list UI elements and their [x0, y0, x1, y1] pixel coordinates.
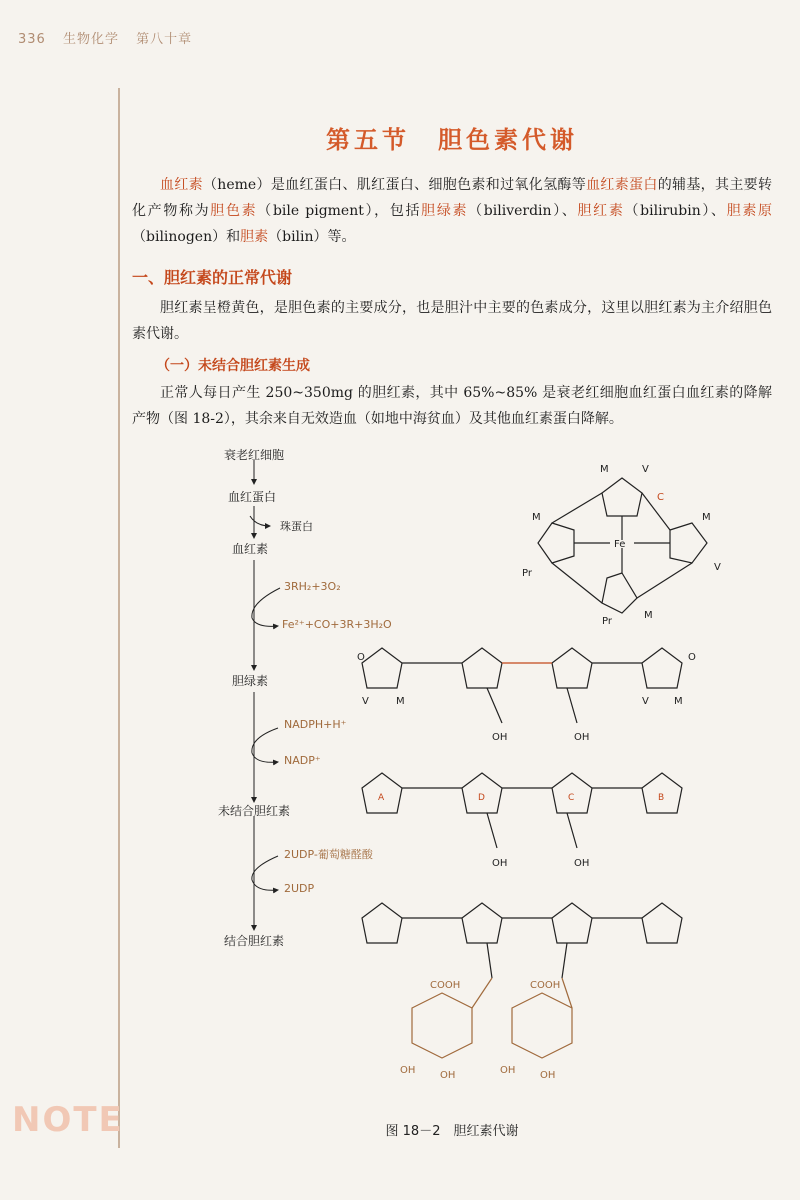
flow-nadph: NADPH+H⁺: [284, 718, 347, 731]
heme-label-pr2: Pr: [602, 616, 612, 627]
intro-paragraph: [132, 173, 772, 251]
intro-text-3: （bile pigment），包括: [257, 202, 422, 219]
figure-caption: 图 18－2 胆红素代谢: [385, 1124, 519, 1139]
intro-text-4: （biliverdin）、: [468, 202, 578, 219]
flow-hemoglobin: 血红蛋白: [228, 490, 277, 504]
bv-m1: M: [396, 696, 405, 707]
flow-unconjugated-bilirubin: 未结合胆红素: [218, 804, 291, 818]
bv-o-left: O: [357, 652, 365, 663]
heme-label-m1: M: [600, 464, 609, 475]
glu-oh2: OH: [440, 1070, 456, 1081]
bv-v1: V: [362, 696, 369, 707]
section-title: 第五节 胆色素代谢: [326, 126, 578, 154]
book-title: 生物化学: [62, 32, 119, 47]
heading-unconjugated: （一）未结合胆红素生成: [156, 358, 310, 375]
margin-rule: [118, 88, 120, 1148]
bv-v2: V: [642, 696, 649, 707]
bv-o-right: O: [688, 652, 696, 663]
flow-heme: 血红素: [232, 542, 269, 556]
intro-text-6: （bilinogen）和: [132, 228, 241, 245]
term-heme: 血红素: [160, 177, 203, 193]
bilirubin-structure: [362, 773, 682, 848]
heme-label-m2: M: [702, 512, 711, 523]
intro-text-7: （bilin）等。: [268, 228, 356, 245]
ring-label-a: A: [378, 793, 385, 803]
heme-ring-top: [602, 478, 642, 516]
heme-ring-right: [670, 523, 707, 563]
flow-udp: 2UDP: [284, 882, 315, 895]
intro-text-5: （bilirubin）、: [624, 202, 727, 219]
flow-biliverdin: 胆绿素: [232, 674, 269, 688]
flow-senescent-rbc: 衰老红细胞: [224, 448, 285, 462]
heme-label-m4: M: [644, 610, 653, 621]
heme-label-v2: V: [714, 562, 721, 573]
running-header: [18, 28, 204, 47]
ring-label-d: D: [478, 793, 485, 803]
flow-co-output: Fe²⁺+CO+3R+3H₂O: [282, 618, 392, 631]
term-bile-pigment: 胆色素: [210, 202, 258, 219]
heme-label-pr1: Pr: [522, 568, 532, 579]
ring-label-b: B: [658, 793, 665, 803]
heme-alpha-methine: C: [657, 492, 664, 503]
heme-fe: Fe: [614, 539, 626, 550]
flow-globin: 珠蛋白: [280, 520, 313, 533]
intro-text-1: （heme）是血红蛋白、肌红蛋白、细胞色素和过氧化氢酶等: [202, 177, 587, 193]
chemical-structures: [352, 448, 772, 1108]
unconjugated-paragraph: 正常人每日产生 250~350mg 的胆红素，其中 65%~85% 是衰老红细胞血红蛋白血红素的降解产物（图 18-2），其余来自无效造血（如地中海贫血）及其他血红素蛋白降解。: [132, 385, 772, 428]
glu-cooh1: COOH: [430, 980, 461, 991]
flow-nadp: NADP⁺: [284, 754, 321, 767]
heme-ring-bottom: [602, 573, 637, 613]
br-oh1: OH: [492, 858, 508, 869]
br-oh2: OH: [574, 858, 590, 869]
note-watermark: NOTE: [12, 1100, 124, 1140]
glu-oh4: OH: [540, 1070, 556, 1081]
metabolism-flow: [132, 448, 392, 1008]
bv-m2: M: [674, 696, 683, 707]
flow-udp-glucuronic: 2UDP-葡萄糖醛酸: [284, 848, 373, 861]
flow-conjugated-bilirubin: 结合胆红素: [224, 934, 285, 948]
term-bilinogen: 胆素原: [726, 202, 773, 219]
term-bilirubin: 胆红素: [577, 202, 625, 219]
normal-paragraph: 胆红素呈橙黄色，是胆色素的主要成分，也是胆汁中主要的色素成分，这里以胆红素为主介绍胆色素代谢。: [132, 299, 772, 342]
term-heme-protein: 血红素蛋白: [586, 177, 658, 193]
heme-label-v1: V: [642, 464, 649, 475]
figure-18-2: [132, 448, 772, 1128]
biliverdin-structure: [362, 648, 682, 723]
heading-normal-metabolism: 一、胆红素的正常代谢: [132, 267, 293, 287]
term-biliverdin: 胆绿素: [421, 202, 469, 219]
text-content: [132, 100, 772, 433]
term-bilin: 胆素: [240, 228, 269, 245]
conjugated-bilirubin-structure: [362, 903, 682, 978]
bv-oh1: OH: [492, 732, 508, 743]
ring-label-c: C: [568, 793, 575, 803]
glu-cooh2: COOH: [530, 980, 561, 991]
glu-oh1: OH: [400, 1065, 416, 1076]
intro-text-2: 的辅基，其主要转化产物称为: [132, 177, 772, 219]
glu-oh3: OH: [500, 1065, 516, 1076]
flow-o2-input: 3RH₂+3O₂: [284, 580, 341, 593]
chapter-label: 第八十章: [136, 32, 193, 47]
heme-label-m3: M: [532, 512, 541, 523]
page-number: 336: [18, 32, 46, 47]
heme-ring-left: [538, 523, 574, 563]
bv-oh2: OH: [574, 732, 590, 743]
